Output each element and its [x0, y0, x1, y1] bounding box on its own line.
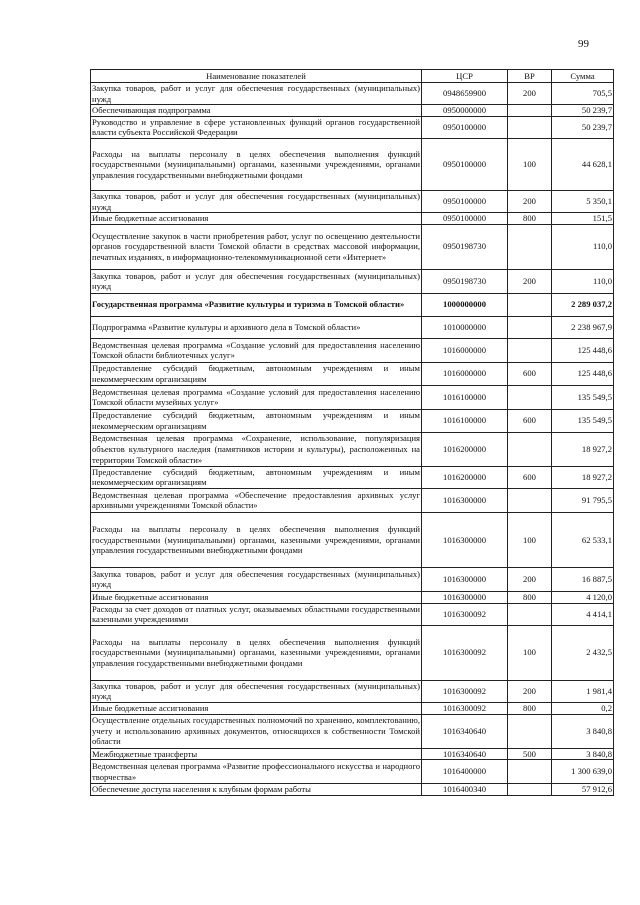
row-name-cell: Осуществление отдельных государственных полномочий по хранению, комплектованию, учету и использованию архивных документов, относящихся к собственности Томской области — [92, 715, 420, 747]
row-name-cell: Иные бюджетные ассигнования — [91, 702, 422, 714]
row-name-cell: Ведомственная целевая программа «Развитие профессионального искусства и народного творчества» — [92, 761, 420, 782]
table-row — [91, 432, 614, 466]
table-row — [91, 680, 614, 702]
table-row — [91, 269, 614, 293]
table-row — [91, 224, 614, 269]
table-row — [91, 760, 614, 784]
row-csr-cell: 0950100000 — [422, 116, 508, 138]
budget-table — [90, 69, 614, 796]
row-sum-cell: 5 350,1 — [552, 190, 614, 212]
row-name-cell: Государственная программа «Развитие культуры и туризма в Томской области» — [91, 293, 422, 316]
row-vr-cell: 800 — [508, 591, 552, 603]
row-name-cell: Закупка товаров, работ и услуг для обеспечения государственных (муниципальных) нужд — [92, 680, 420, 702]
row-vr-cell: 800 — [508, 702, 552, 714]
row-sum-cell: 18 927,2 — [552, 466, 614, 488]
row-vr-cell — [508, 224, 552, 269]
row-vr-cell — [508, 293, 552, 316]
row-name-cell: Ведомственная целевая программа «Сохранение, использование, популяризация объектов культурного наследия (памятников истории и культуры), расположенных на территории Томской области» — [92, 433, 420, 465]
row-csr-cell: 1016200000 — [422, 466, 508, 488]
header-csr: ЦСР — [422, 70, 508, 83]
row-name-cell: Обеспечение доступа населения к клубным формам работы — [91, 784, 422, 796]
row-sum-cell: 50 239,7 — [552, 105, 614, 117]
row-name-cell: Ведомственная целевая программа «Создание условий для предоставления населению Томской области библиотечных услуг» — [92, 339, 420, 361]
row-csr-cell: 1016400000 — [422, 760, 508, 784]
row-csr-cell: 1016300000 — [422, 591, 508, 603]
row-sum-cell: 125 448,6 — [552, 338, 614, 362]
row-csr-cell: 1016100000 — [422, 409, 508, 432]
row-name-cell: Закупка товаров, работ и услуг для обеспечения государственных (муниципальных) нужд — [92, 568, 420, 590]
row-name-cell: Расходы на выплаты персоналу в целях обеспечения выполнения функций государственными (муниципальными) органами, казенными учреждениями, органами управления государственными внебюджетными фондами — [91, 625, 422, 680]
table-row — [91, 116, 614, 138]
row-name-cell: Предоставление субсидий бюджетным, автономным учреждениям и иным некоммерческим организациям — [92, 410, 420, 431]
row-vr-cell: 200 — [508, 190, 552, 212]
row-sum-cell: 135 549,5 — [552, 385, 614, 409]
row-name-cell: Ведомственная целевая программа «Создание условий для предоставления населению Томской области музейных услуг» — [92, 386, 420, 408]
row-vr-cell — [508, 760, 552, 784]
row-sum-cell: 57 912,6 — [552, 784, 614, 796]
table-row — [91, 603, 614, 625]
row-sum-cell: 4 120,0 — [552, 591, 614, 603]
row-vr-cell — [508, 105, 552, 117]
row-vr-cell — [508, 116, 552, 138]
row-name-cell: Обеспечивающая подпрограмма — [91, 105, 422, 117]
row-name-cell: Предоставление субсидий бюджетным, автономным учреждениям и иным некоммерческим организациям — [92, 466, 420, 488]
page-number: 99 — [578, 38, 589, 50]
row-vr-cell — [508, 316, 552, 338]
row-vr-cell: 200 — [508, 269, 552, 293]
row-name-cell: Иные бюджетные ассигнования — [91, 213, 422, 225]
table-row — [91, 362, 614, 385]
row-vr-cell — [508, 603, 552, 625]
table-row — [91, 748, 614, 760]
row-sum-cell: 2 289 037,2 — [552, 293, 614, 316]
row-vr-cell: 100 — [508, 512, 552, 567]
row-csr-cell: 1010000000 — [422, 316, 508, 338]
table-row — [91, 702, 614, 714]
row-name-cell: Закупка товаров, работ и услуг для обеспечения государственных (муниципальных) нужд — [92, 83, 420, 104]
row-name-cell: Расходы на выплаты персоналу в целях обеспечения выполнения функций государственными (муниципальными) органами, казенными учреждениями, органами управления государственными внебюджетными фондами — [91, 138, 422, 190]
row-csr-cell: 0950100000 — [422, 138, 508, 190]
row-name-cell: Предоставление субсидий бюджетным, автономным учреждениям и иным некоммерческим организациям — [92, 363, 420, 384]
table-row — [91, 385, 614, 409]
table-row — [91, 591, 614, 603]
row-vr-cell — [508, 432, 552, 466]
table-row — [91, 714, 614, 748]
row-csr-cell: 1016300000 — [422, 488, 508, 512]
table-header-row — [91, 70, 614, 83]
row-name-cell: Межбюджетные трансферты — [91, 748, 422, 760]
row-sum-cell: 1 300 639,0 — [552, 760, 614, 784]
row-csr-cell: 0950100000 — [422, 213, 508, 225]
row-name-cell: Закупка товаров, работ и услуг для обеспечения государственных (муниципальных) нужд — [92, 190, 420, 212]
table-row — [91, 293, 614, 316]
row-sum-cell: 151,5 — [552, 213, 614, 225]
row-csr-cell: 1016100000 — [422, 385, 508, 409]
row-sum-cell: 18 927,2 — [552, 432, 614, 466]
row-csr-cell: 1016400340 — [422, 784, 508, 796]
row-csr-cell: 0950000000 — [422, 105, 508, 117]
row-csr-cell: 0948659900 — [422, 83, 508, 105]
row-name-cell: Руководство и управление в сфере установленных функций органов государственной власти субъекта Российской Федерации — [92, 116, 420, 138]
row-csr-cell: 1016300092 — [422, 625, 508, 680]
row-vr-cell: 200 — [508, 83, 552, 105]
row-vr-cell — [508, 385, 552, 409]
row-vr-cell: 600 — [508, 362, 552, 385]
row-vr-cell: 600 — [508, 466, 552, 488]
table-row — [91, 409, 614, 432]
row-csr-cell: 1016000000 — [422, 338, 508, 362]
row-sum-cell: 44 628,1 — [552, 138, 614, 190]
row-sum-cell: 125 448,6 — [552, 362, 614, 385]
table-row — [91, 338, 614, 362]
table-row — [91, 213, 614, 225]
row-sum-cell: 16 887,5 — [552, 567, 614, 591]
row-sum-cell: 110,0 — [552, 269, 614, 293]
row-name-cell: Осуществление закупок в части приобретения работ, услуг по освещению деятельности органов государственной власти Томской области в средствах массовой информации, печатных изданиях, в информационно-телекоммуникационной сети «Интернет» — [91, 224, 422, 269]
table-row — [91, 138, 614, 190]
row-vr-cell: 100 — [508, 138, 552, 190]
row-vr-cell: 100 — [508, 625, 552, 680]
row-sum-cell: 1 981,4 — [552, 680, 614, 702]
row-csr-cell: 1016300092 — [422, 702, 508, 714]
row-sum-cell: 110,0 — [552, 224, 614, 269]
table-row — [91, 488, 614, 512]
row-csr-cell: 1016300000 — [422, 512, 508, 567]
row-vr-cell: 200 — [508, 567, 552, 591]
row-vr-cell: 200 — [508, 680, 552, 702]
row-vr-cell: 500 — [508, 748, 552, 760]
row-sum-cell: 135 549,5 — [552, 409, 614, 432]
row-vr-cell — [508, 338, 552, 362]
table-row — [91, 567, 614, 591]
row-csr-cell: 1000000000 — [422, 293, 508, 316]
row-csr-cell: 1016200000 — [422, 432, 508, 466]
header-name: Наименование показателей — [91, 70, 422, 83]
row-csr-cell: 0950198730 — [422, 224, 508, 269]
row-csr-cell: 0950198730 — [422, 269, 508, 293]
row-csr-cell: 1016340640 — [422, 748, 508, 760]
row-sum-cell: 3 840,8 — [552, 748, 614, 760]
row-sum-cell: 2 238 967,9 — [552, 316, 614, 338]
row-csr-cell: 1016300092 — [422, 603, 508, 625]
row-vr-cell — [508, 714, 552, 748]
header-sum: Сумма — [552, 70, 614, 83]
row-csr-cell: 1016300000 — [422, 567, 508, 591]
row-sum-cell: 705,5 — [552, 83, 614, 105]
row-csr-cell: 1016300092 — [422, 680, 508, 702]
table-row — [91, 466, 614, 488]
row-vr-cell: 800 — [508, 213, 552, 225]
header-vr: ВР — [508, 70, 552, 83]
table-row — [91, 105, 614, 117]
row-csr-cell: 0950100000 — [422, 190, 508, 212]
table-row — [91, 83, 614, 105]
row-sum-cell: 62 533,1 — [552, 512, 614, 567]
row-sum-cell: 50 239,7 — [552, 116, 614, 138]
row-name-cell: Расходы на выплаты персоналу в целях обеспечения выполнения функций государственными (муниципальными) органами, казенными учреждениями, органами управления государственными внебюджетными фондами — [91, 512, 422, 567]
table-row — [91, 512, 614, 567]
row-sum-cell: 91 795,5 — [552, 488, 614, 512]
row-sum-cell: 4 414,1 — [552, 603, 614, 625]
row-name-cell: Расходы за счет доходов от платных услуг, оказываемых областными государственными казенными учреждениями — [92, 603, 420, 625]
row-sum-cell: 3 840,8 — [552, 714, 614, 748]
table-body — [91, 83, 614, 796]
row-sum-cell: 2 432,5 — [552, 625, 614, 680]
table-row — [91, 625, 614, 680]
row-sum-cell: 0,2 — [552, 702, 614, 714]
row-vr-cell — [508, 784, 552, 796]
row-name-cell: Иные бюджетные ассигнования — [91, 591, 422, 603]
table-row — [91, 784, 614, 796]
row-name-cell: Закупка товаров, работ и услуг для обеспечения государственных (муниципальных) нужд — [92, 270, 420, 292]
row-vr-cell — [508, 488, 552, 512]
row-vr-cell: 600 — [508, 409, 552, 432]
row-csr-cell: 1016340640 — [422, 714, 508, 748]
row-name-cell: Подпрограмма «Развитие культуры и архивного дела в Томской области» — [91, 316, 422, 338]
table-row — [91, 316, 614, 338]
table-row — [91, 190, 614, 212]
row-name-cell: Ведомственная целевая программа «Обеспечение предоставления архивных услуг архивными учреждениями Томской области» — [92, 489, 420, 511]
row-csr-cell: 1016000000 — [422, 362, 508, 385]
